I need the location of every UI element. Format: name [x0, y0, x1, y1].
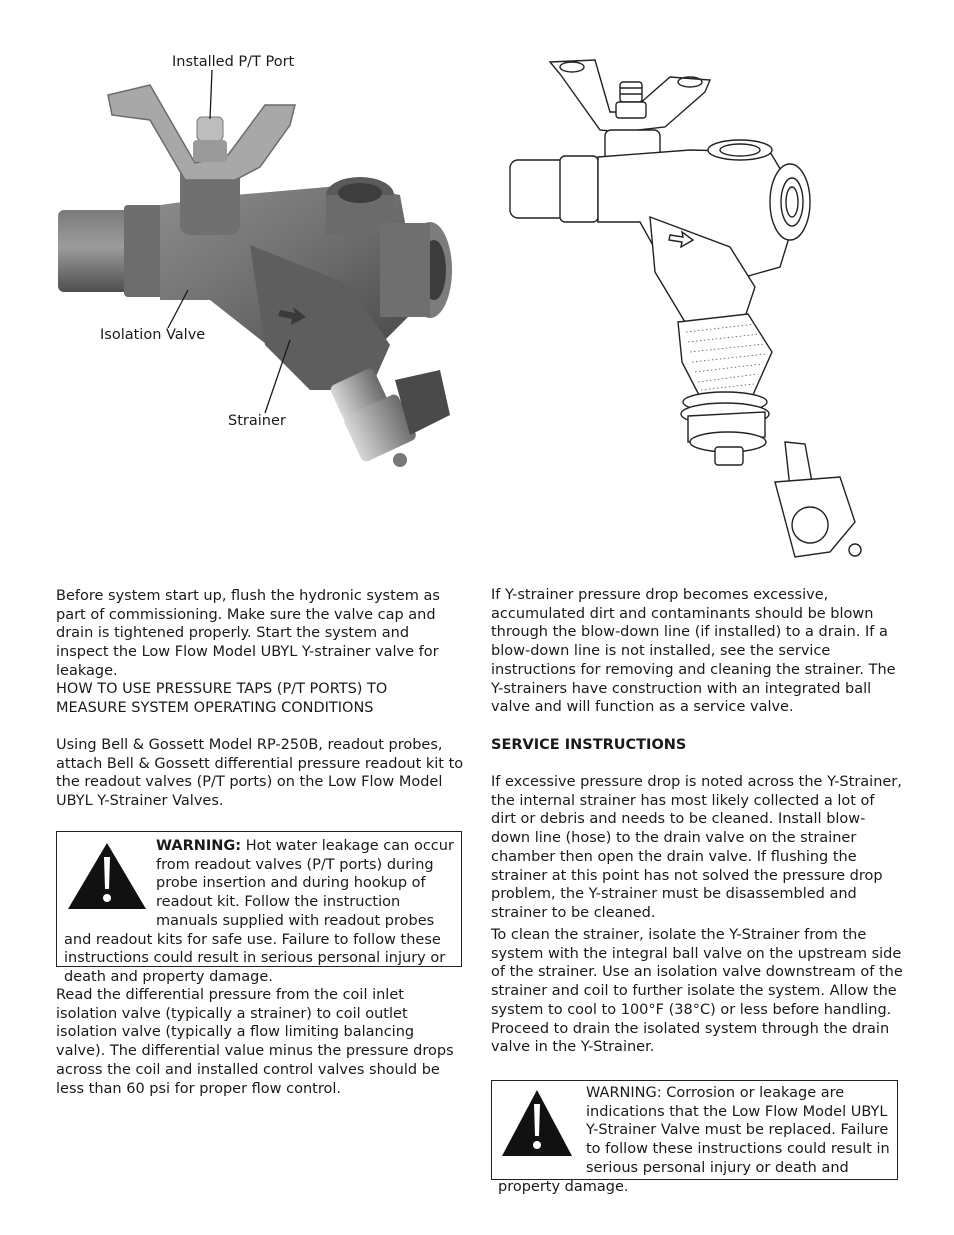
right-heading-service: SERVICE INSTRUCTIONS — [491, 737, 687, 753]
warning-triangle-icon — [66, 841, 148, 911]
right-paragraph-clean: To clean the strainer, isolate the Y-Strainer from the system with the integral ball valve on the upstream side of the strainer. Use an isolation valve downstream of the strainer and coil to further isolate the system. Allow the system to cool to 100°F (38°C) or less before handling. Proceed to drain the isolated system through the drain valve in the Y-Strainer. — [491, 927, 903, 1056]
right-paragraph-pressure-drop: If excessive pressure drop is noted across the Y-Strainer, the internal strainer has most likely collected a lot of dirt or debris and needs to be cleaned. Install blow-down line (hose) to the drain valve on the strainer chamber then open the drain valve. If flushing the strainer at this point has not solved the pressure drop problem, the Y-strainer must be disassembled and strainer to be cleaned. — [491, 774, 902, 921]
left-paragraph-flush: Before system start up, flush the hydronic system as part of commissioning. Make sure the valve cap and drain is tightened properly. Start the system and inspect the Low Flow Model UBYL Y-strainer valve for leakage. — [56, 588, 440, 679]
exploded-view-illustration — [500, 52, 910, 572]
right-paragraph-blowdown: If Y-strainer pressure drop becomes excessive, accumulated dirt and contaminants should be blown through the blow-down line (if installed) to a drain. If a blow-down line is not installed, see the service instructions for removing and cleaning the strainer. The Y-strainers have construction with an integrated ball valve and will function as a service valve. — [491, 587, 896, 716]
warning-triangle-icon — [500, 1088, 574, 1158]
warning-body: Hot water leakage can occur from readout valves (P/T ports) during probe insertion and during hookup of readout kit. Follow the instruction manuals supplied with readout probes and readout kits for safe use. Failure to follow these instructions could result in serious personal injury or death and property damage. — [64, 838, 454, 985]
exploded-view-figure — [500, 52, 910, 572]
left-heading-pressure-taps: HOW TO USE PRESSURE TAPS (P/T PORTS) TO MEASURE SYSTEM OPERATING CONDITIONS — [56, 681, 388, 716]
left-paragraph-readout: Using Bell & Gossett Model RP-250B, readout probes, attach Bell & Gossett differential pressure readout kit to the readout valves (P/T ports) on the Low Flow Model UBYL Y-Strainer Valves. — [56, 737, 464, 810]
warning-box-hot-water — [56, 831, 462, 985]
left-paragraph-differential: Read the differential pressure from the coil inlet isolation valve (typically a strainer) to coil outlet isolation valve (typically a flow limiting balancing valve). The differential value minus the pressure drops across the coil and installed control valves should be less than 60 psi for proper flow control. — [56, 987, 454, 1097]
warning-label: WARNING: — [156, 838, 242, 854]
warning-box-corrosion — [491, 1080, 898, 1195]
label-strainer: Strainer — [228, 413, 286, 429]
label-installed-pt-port: Installed P/T Port — [172, 54, 295, 70]
warning-corrosion-text: WARNING: Corrosion or leakage are indications that the Low Flow Model UBYL Y-Strainer Valve must be replaced. Failure to follow these instructions could result in serious personal injury or death and property damage. — [498, 1085, 890, 1195]
label-isolation-valve: Isolation Valve — [100, 327, 206, 343]
